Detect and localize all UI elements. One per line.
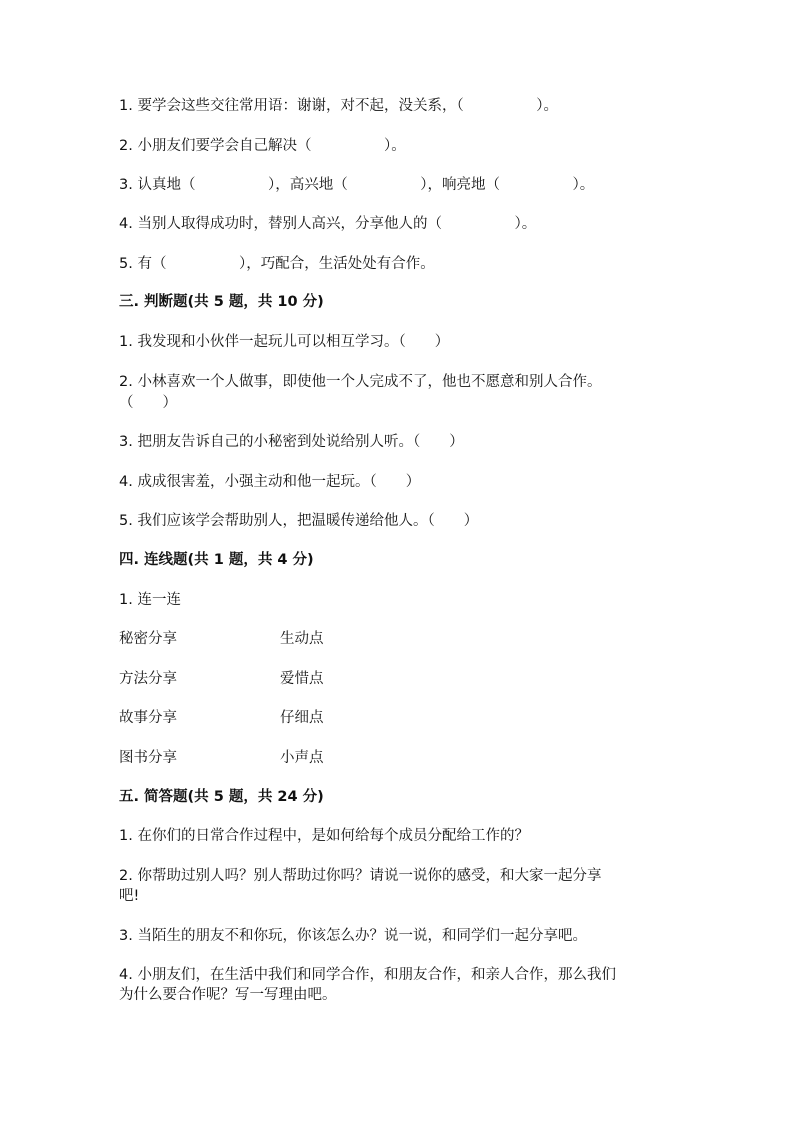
matching-left-item: 故事分享 [119, 710, 177, 726]
true-false-question-2: 2. 小林喜欢一个人做事，即使他一个人完成不了，他也不愿意和别人合作。 [119, 374, 602, 390]
matching-right-item: 爱惜点 [280, 671, 324, 687]
short-answer-question-1: 1. 在你们的日常合作过程中，是如何给每个成员分配给工作的？ [119, 828, 529, 844]
true-false-heading: 三. 判断题(共 5 题，共 10 分) [119, 294, 324, 310]
short-answer-question-4: 4. 小朋友们，在生活中我们和同学合作，和朋友合作，和亲人合作，那么我们 [119, 967, 616, 983]
matching-left-item: 图书分享 [119, 750, 177, 766]
short-answer-question-2-continued: 吧! [119, 888, 140, 904]
matching-right-item: 小声点 [280, 750, 324, 766]
true-false-question-5: 5. 我们应该学会帮助别人，把温暖传递给他人。（ ） [119, 513, 479, 529]
short-answer-question-3: 3. 当陌生的朋友不和你玩，你该怎么办？说一说，和同学们一起分享吧。 [119, 928, 587, 944]
fill-blank-question-4: 4. 当别人取得成功时，替别人高兴，分享他人的（ ）。 [119, 216, 537, 232]
fill-blank-question-1: 1. 要学会这些交往常用语：谢谢，对不起，没关系，（ ）。 [119, 98, 558, 114]
short-answer-question-2: 2. 你帮助过别人吗？别人帮助过你吗？请说一说你的感受，和大家一起分享 [119, 868, 602, 884]
matching-right-item: 仔细点 [280, 710, 324, 726]
true-false-question-3: 3. 把朋友告诉自己的小秘密到处说给别人听。（ ） [119, 434, 464, 450]
short-answer-question-4-continued: 为什么要合作呢？写一写理由吧。 [119, 987, 337, 1003]
true-false-question-1: 1. 我发现和小伙伴一起玩儿可以相互学习。（ ） [119, 334, 450, 350]
fill-blank-question-3: 3. 认真地（ ），高兴地（ ），响亮地（ ）。 [119, 177, 595, 193]
matching-left-item: 方法分享 [119, 671, 177, 687]
true-false-question-4: 4. 成成很害羞，小强主动和他一起玩。（ ） [119, 474, 421, 490]
fill-blank-question-5: 5. 有（ ），巧配合，生活处处有合作。 [119, 256, 435, 272]
true-false-question-2-blank: （ ） [119, 395, 177, 411]
fill-blank-question-2: 2. 小朋友们要学会自己解决（ ）。 [119, 138, 406, 154]
matching-question: 1. 连一连 [119, 592, 181, 608]
matching-left-item: 秘密分享 [119, 631, 177, 647]
matching-heading: 四. 连线题(共 1 题，共 4 分) [119, 552, 314, 568]
short-answer-heading: 五. 简答题(共 5 题，共 24 分) [119, 789, 324, 805]
matching-right-item: 生动点 [280, 631, 324, 647]
